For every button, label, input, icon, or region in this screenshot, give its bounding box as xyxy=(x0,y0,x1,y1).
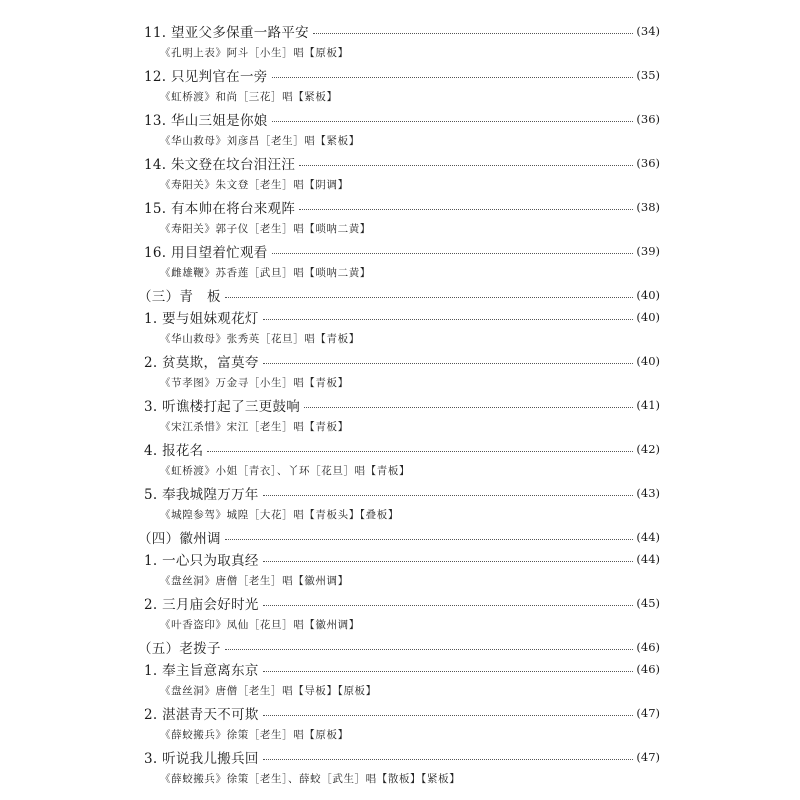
dot-leader xyxy=(263,671,634,672)
toc-sub-entry xyxy=(0,262,800,284)
toc-source-text: 《雌雄鞭》苏香莲［武旦］唱【唢呐二黄】 xyxy=(160,267,371,279)
toc-page-number: (41) xyxy=(636,398,660,412)
toc-entry xyxy=(0,350,800,372)
toc-page-number: (47) xyxy=(636,706,660,720)
toc-page-number: (35) xyxy=(636,68,660,82)
dot-leader xyxy=(263,319,634,320)
toc-sub-entry xyxy=(0,724,800,746)
toc-entry-title: 2. 湛湛青天不可欺 xyxy=(144,707,259,723)
toc-sub-entry xyxy=(0,460,800,482)
dot-leader xyxy=(299,209,633,210)
toc-source-text: 《孔明上表》阿斗［小生］唱【原板】 xyxy=(160,47,349,59)
dot-leader xyxy=(263,363,634,364)
toc-entry-title: （五）老拨子 xyxy=(138,641,221,657)
toc-source-text: 《城隍参驾》城隍［大花］唱【青板头】【叠板】 xyxy=(160,509,399,521)
toc-page-number: (47) xyxy=(636,750,660,764)
toc-page-number: (36) xyxy=(636,112,660,126)
toc-sub-entry xyxy=(0,42,800,64)
dot-leader xyxy=(225,297,634,298)
toc-source-text: 《虹桥渡》和尚［三花］唱【紧板】 xyxy=(160,91,338,103)
toc-sub-entry xyxy=(0,328,800,350)
toc-entry-title: 2. 三月庙会好时光 xyxy=(144,597,259,613)
toc-page-number: (40) xyxy=(636,288,660,302)
toc-entry-title: （三）青 板 xyxy=(138,289,221,305)
dot-leader xyxy=(263,759,634,760)
toc-sub-entry xyxy=(0,504,800,526)
toc-page-number: (44) xyxy=(636,530,660,544)
toc-entry-title: 5. 奉我城隍万万年 xyxy=(144,487,259,503)
toc-page-number: (46) xyxy=(636,662,660,676)
toc-source-text: 《华山救母》刘彦昌［老生］唱【紧板】 xyxy=(160,135,360,147)
toc-entry xyxy=(0,548,800,570)
toc-entry-title: 1. 要与姐妹观花灯 xyxy=(144,311,259,327)
toc-entry-title: 3. 听谯楼打起了三更鼓响 xyxy=(144,399,301,415)
toc-entry-title: 3. 听说我儿搬兵回 xyxy=(144,751,259,767)
toc-entry-title: 15. 有本帅在将台来观阵 xyxy=(144,201,296,217)
toc-entry xyxy=(0,438,800,460)
toc-source-text: 《华山救母》张秀英［花旦］唱【青板】 xyxy=(160,333,360,345)
toc-page-number: (38) xyxy=(636,200,660,214)
toc-entry xyxy=(0,746,800,768)
toc-entry xyxy=(0,592,800,614)
toc-page-number: (42) xyxy=(636,442,660,456)
toc-sub-entry xyxy=(0,218,800,240)
toc-page-number: (36) xyxy=(636,156,660,170)
toc-entry xyxy=(0,702,800,724)
toc-entry xyxy=(0,306,800,328)
toc-source-text: 《寿阳关》朱文登［老生］唱【阴调】 xyxy=(160,179,349,191)
toc-entry xyxy=(0,394,800,416)
toc-page-number: (40) xyxy=(636,310,660,324)
toc-entry xyxy=(0,196,800,218)
dot-leader xyxy=(207,451,633,452)
toc-section-heading xyxy=(0,526,800,548)
dot-leader xyxy=(225,649,634,650)
dot-leader xyxy=(272,253,634,254)
dot-leader xyxy=(299,165,633,166)
dot-leader xyxy=(263,715,634,716)
toc-page-number: (46) xyxy=(636,640,660,654)
toc-sub-entry xyxy=(0,570,800,592)
dot-leader xyxy=(272,77,634,78)
toc-entry-title: 16. 用目望着忙观看 xyxy=(144,245,268,261)
toc-entry-title: 14. 朱文登在坟台泪汪汪 xyxy=(144,157,296,173)
toc-section-heading xyxy=(0,636,800,658)
toc-page-number: (44) xyxy=(636,552,660,566)
toc-entry-title: 1. 一心只为取真经 xyxy=(144,553,259,569)
dot-leader xyxy=(225,539,634,540)
toc-source-text: 《节孝图》万金寻［小生］唱【青板】 xyxy=(160,377,349,389)
toc-source-text: 《叶香盗印》凤仙［花旦］唱【徽州调】 xyxy=(160,619,360,631)
toc-sub-entry xyxy=(0,86,800,108)
toc-sub-entry xyxy=(0,174,800,196)
toc-entry xyxy=(0,240,800,262)
toc-entry xyxy=(0,152,800,174)
toc-page-number: (40) xyxy=(636,354,660,368)
toc-page-number: (45) xyxy=(636,596,660,610)
toc-sub-entry xyxy=(0,614,800,636)
toc-source-text: 《虹桥渡》小姐［青衣］、丫环［花旦］唱【青板】 xyxy=(160,465,411,477)
toc-entry-title: 12. 只见判官在一旁 xyxy=(144,69,268,85)
toc-sub-entry xyxy=(0,130,800,152)
toc-entry xyxy=(0,20,800,42)
toc-source-text: 《盘丝洞》唐僧［老生］唱【徽州调】 xyxy=(160,575,349,587)
dot-leader xyxy=(263,561,634,562)
toc-source-text: 《盘丝洞》唐僧［老生］唱【导板】【原板】 xyxy=(160,685,377,697)
toc-entry-title: 2. 贫莫欺，富莫夸 xyxy=(144,355,259,371)
toc-source-text: 《寿阳关》郭子仪［老生］唱【唢呐二黄】 xyxy=(160,223,371,235)
dot-leader xyxy=(304,407,633,408)
toc-entry-title: 1. 奉主旨意离东京 xyxy=(144,663,259,679)
dot-leader xyxy=(313,33,633,34)
dot-leader xyxy=(263,495,634,496)
toc-entry-title: 13. 华山三姐是你娘 xyxy=(144,113,268,129)
toc-section-heading xyxy=(0,284,800,306)
toc-entry-title: 11. 望亚父多保重一路平安 xyxy=(144,25,309,41)
toc-source-text: 《薛蛟搬兵》徐策［老生］唱【原板】 xyxy=(160,729,349,741)
toc-source-text: 《薛蛟搬兵》徐策［老生］、薛蛟［武生］唱【散板】【紧板】 xyxy=(160,773,461,785)
toc-entry xyxy=(0,482,800,504)
toc-sub-entry xyxy=(0,416,800,438)
toc-source-text: 《宋江杀惜》宋江［老生］唱【青板】 xyxy=(160,421,349,433)
toc-page-number: (43) xyxy=(636,486,660,500)
toc-entry-title: （四）徽州调 xyxy=(138,531,221,547)
toc-entry xyxy=(0,64,800,86)
toc-entry-title: 4. 报花名 xyxy=(144,443,204,459)
toc-sub-entry xyxy=(0,680,800,702)
toc-page-number: (39) xyxy=(636,244,660,258)
toc-entry xyxy=(0,108,800,130)
dot-leader xyxy=(272,121,634,122)
dot-leader xyxy=(263,605,634,606)
toc-page-number: (34) xyxy=(636,24,660,38)
toc-sub-entry xyxy=(0,768,800,790)
toc-entry xyxy=(0,658,800,680)
toc-sub-entry xyxy=(0,372,800,394)
